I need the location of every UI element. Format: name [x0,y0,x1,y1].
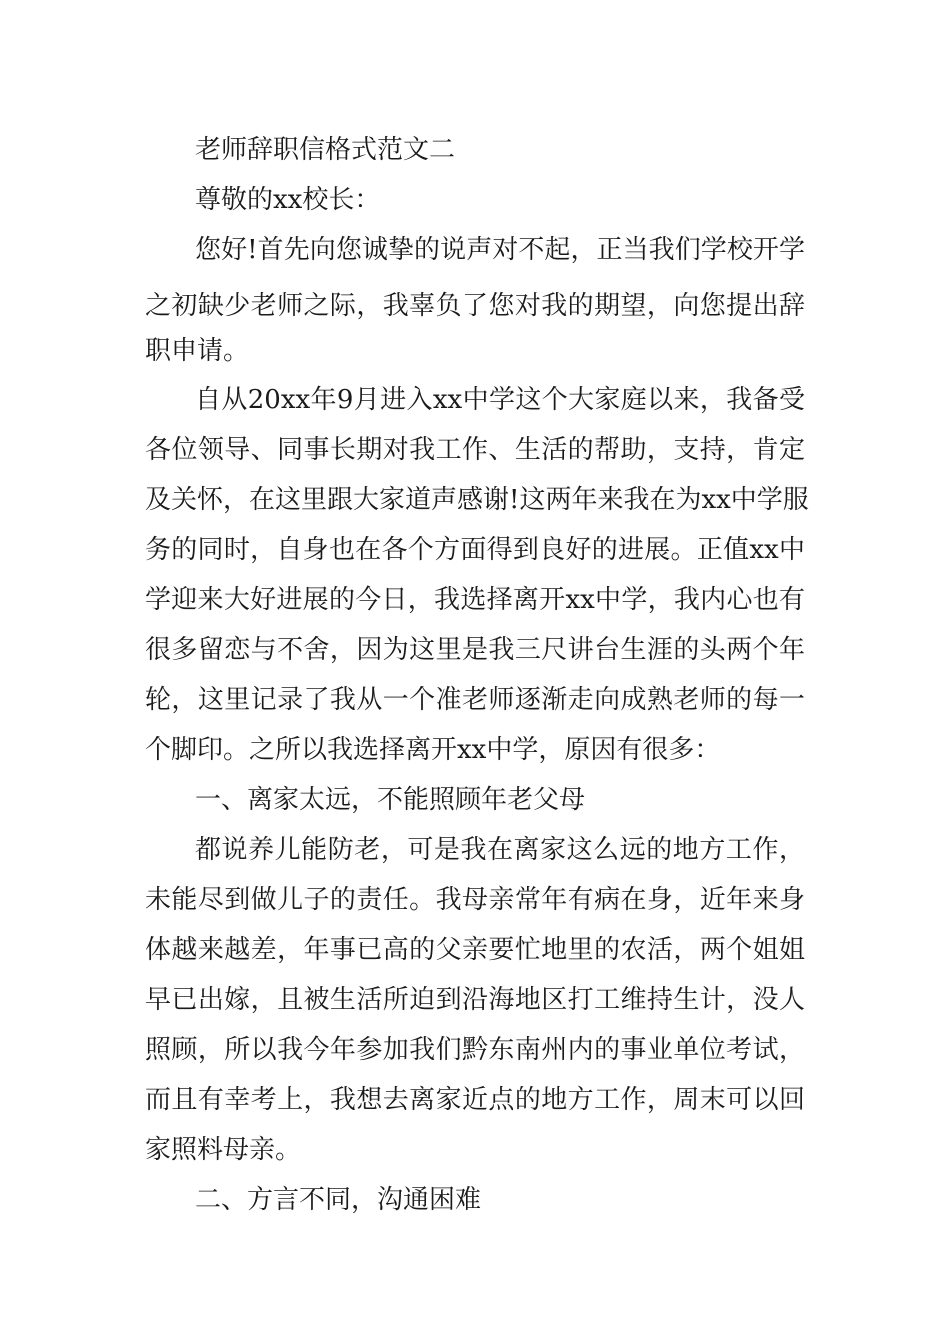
paragraph-line: 都说养儿能防老，可是我在离家这么远的地方工作， [195,835,805,865]
paragraph-line: 之初缺少老师之际，我辜负了您对我的期望，向您提出辞 [145,291,805,321]
paragraph-line: 学迎来大好进展的今日，我选择离开xx中学，我内心也有 [145,585,805,615]
paragraph-line: 轮，这里记录了我从一个准老师逐渐走向成熟老师的每一 [145,685,805,715]
paragraph-line: 而且有幸考上，我想去离家近点的地方工作，周末可以回 [145,1085,805,1115]
document-title: 老师辞职信格式范文二 [195,135,456,165]
paragraph-line: 照顾，所以我今年参加我们黔东南州内的事业单位考试， [145,1035,805,1065]
paragraph-line: 很多留恋与不舍，因为这里是我三尺讲台生涯的头两个年 [145,635,805,665]
section-heading: 二、方言不同，沟通困难 [195,1185,482,1215]
paragraph-line: 自从20xx年9月进入xx中学这个大家庭以来，我备受 [195,385,805,415]
paragraph-line: 您好!首先向您诚挚的说声对不起，正当我们学校开学 [195,235,805,265]
salutation: 尊敬的xx校长： [195,185,381,215]
paragraph-line: 职申请。 [145,336,250,366]
paragraph-line: 未能尽到做儿子的责任。我母亲常年有病在身，近年来身 [145,885,805,915]
paragraph-line: 早已出嫁，且被生活所迫到沿海地区打工维持生计，没人 [145,985,805,1015]
paragraph-line: 务的同时，自身也在各个方面得到良好的进展。正值xx中 [145,535,805,565]
paragraph-line: 个脚印。之所以我选择离开xx中学，原因有很多： [145,735,721,765]
section-heading: 一、离家太远，不能照顾年老父母 [195,785,586,815]
paragraph-line: 家照料母亲。 [145,1135,302,1165]
paragraph-line: 及关怀，在这里跟大家道声感谢!这两年来我在为xx中学服 [145,485,809,515]
paragraph-line: 体越来越差，年事已高的父亲要忙地里的农活，两个姐姐 [145,935,805,965]
paragraph-line: 各位领导、同事长期对我工作、生活的帮助，支持，肯定 [145,435,805,465]
